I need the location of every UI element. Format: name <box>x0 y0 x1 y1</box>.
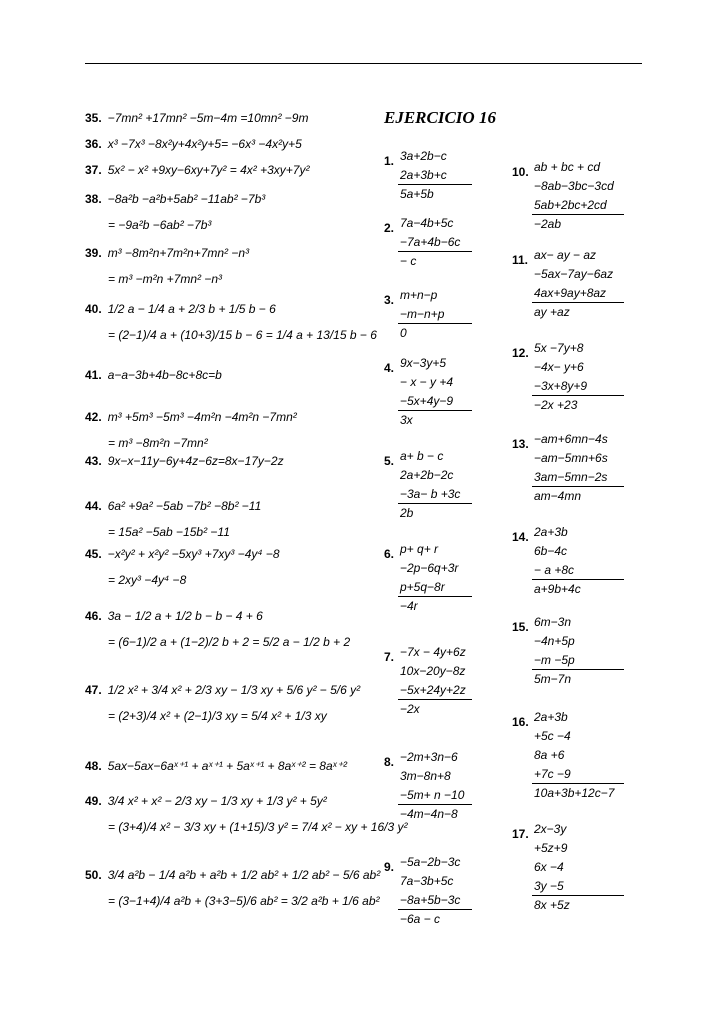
mid-problem-number: 2. <box>384 221 395 235</box>
problem-number: 50. <box>85 868 102 882</box>
left-problem-result <box>108 523 230 541</box>
mid-problem-number: 5. <box>384 454 395 468</box>
mid-problem-number: 6. <box>384 547 395 561</box>
expression: = (3+4)/4 x² − 3/3 xy + (1+15)/3 y² = 7/4 x² − xy + 16/3 y² <box>108 820 408 834</box>
left-problem-statement <box>85 135 302 153</box>
expression: 6a² +9a² −5ab −7b² −8b² −11 <box>107 499 262 513</box>
top-rule <box>85 63 642 64</box>
left-problem-result <box>108 571 186 589</box>
right-sum-term: ax− ay − az <box>534 248 597 262</box>
right-sum-term: 6x −4 <box>534 860 564 874</box>
right-sum-term: −4x− y+6 <box>534 360 584 374</box>
right-sum-term: +5c −4 <box>534 729 571 743</box>
right-sum-term: 2a+3b <box>534 710 568 724</box>
expression: = m³ −8m²n −7mn² <box>108 436 208 450</box>
expression: m³ +5m³ −5m³ −4m²n −4m²n −7mn² <box>107 410 297 424</box>
left-problem-result <box>108 892 380 910</box>
left-problem-statement <box>85 408 297 426</box>
left-problem-statement <box>85 366 222 384</box>
right-sum-term: 3y −5 <box>534 879 564 893</box>
mid-sum-result: −2x <box>400 702 420 716</box>
right-sum-term: −5ax−7ay−6az <box>534 267 614 281</box>
mid-sum-term: 2a+3b+c <box>400 168 447 182</box>
right-sum-term: 5ab+2bc+2cd <box>534 198 607 212</box>
mid-sum-result: −6a − c <box>400 912 441 926</box>
mid-sum-term: −5a−2b−3c <box>400 855 461 869</box>
right-problem-number: 10. <box>512 165 529 179</box>
expression: −7mn² +17mn² −5m−4m =10mn² −9m <box>107 111 309 125</box>
mid-sum-term: 10x−20y−8z <box>400 664 466 678</box>
problem-number: 36. <box>85 137 102 151</box>
right-sum-term: 5x −7y+8 <box>534 341 584 355</box>
left-problem-statement <box>85 607 263 625</box>
mid-sum-term: − x − y +4 <box>400 375 454 389</box>
right-sum-result: a+9b+4c <box>534 582 581 596</box>
problem-number: 48. <box>85 759 102 773</box>
mid-sum-term: −2p−6q+3r <box>400 561 459 575</box>
problem-number: 49. <box>85 794 102 808</box>
mid-sum-result: −4m−4n−8 <box>400 807 458 821</box>
right-problem-number: 16. <box>512 715 529 729</box>
right-sum-result: 5m−7n <box>534 672 572 686</box>
left-problem-statement <box>85 109 308 127</box>
mid-sum-term: −5x+4y−9 <box>400 394 454 408</box>
problem-number: 47. <box>85 683 102 697</box>
left-problem-statement <box>85 681 360 699</box>
right-sum-result: am−4mn <box>534 489 582 503</box>
mid-sum-term: a+ b − c <box>400 449 444 463</box>
problem-number: 42. <box>85 410 102 424</box>
mid-sum-term: 7a−4b+5c <box>400 216 454 230</box>
mid-sum-result: 3x <box>400 413 413 427</box>
mid-sum-term: p+5q−8r <box>400 580 445 594</box>
right-sum-term: −4n+5p <box>534 634 575 648</box>
problem-number: 45. <box>85 547 102 561</box>
mid-sum-term: 7a−3b+5c <box>400 874 454 888</box>
right-sum-term: 8a +6 <box>534 748 565 762</box>
expression: −8a²b −a²b+5ab² −11ab² −7b³ <box>107 192 266 206</box>
mid-sum-term: −7a+4b−6c <box>400 235 461 249</box>
mid-sum-term: −7x − 4y+6z <box>400 645 466 659</box>
expression: = −9a²b −6ab² −7b³ <box>108 218 212 232</box>
problem-number: 44. <box>85 499 102 513</box>
right-sum-term: ab + bc + cd <box>534 160 601 174</box>
mid-sum-result: − c <box>400 254 417 268</box>
mid-sum-term: −5x+24y+2z <box>400 683 466 697</box>
right-sum-term: 6b−4c <box>534 544 568 558</box>
right-sum-term: − a +8c <box>534 563 575 577</box>
left-problem-result <box>108 434 208 452</box>
expression: = 2xy³ −4y⁴ −8 <box>108 573 187 587</box>
mid-sum-result: 2b <box>400 506 414 520</box>
right-sum-result: ay +az <box>534 305 570 319</box>
right-sum-term: +7c −9 <box>534 767 571 781</box>
problem-number: 35. <box>85 111 102 125</box>
expression: = (2−1)/4 a + (10+3)/15 b − 6 = 1/4 a + 13/15 b − 6 <box>108 328 377 342</box>
sum-rule-line <box>398 323 472 324</box>
mid-problem-number: 1. <box>384 154 395 168</box>
mid-sum-term: −5m+ n −10 <box>400 788 465 802</box>
expression: 1/2 x² + 3/4 x² + 2/3 xy − 1/3 xy + 5/6 y² − 5/6 y² <box>107 683 361 697</box>
left-problem-result <box>108 326 377 344</box>
left-problem-statement <box>85 300 276 318</box>
expression: 3/4 x² + x² − 2/3 xy − 1/3 xy + 1/3 y² + 5y² <box>107 794 327 808</box>
mid-sum-term: 2a+2b−2c <box>400 468 454 482</box>
mid-sum-term: 3m−8n+8 <box>400 769 451 783</box>
mid-sum-term: m+n−p <box>400 288 438 302</box>
mid-sum-result: 0 <box>400 326 407 340</box>
mid-sum-term: −8a+5b−3c <box>400 893 461 907</box>
right-sum-term: −8ab−3bc−3cd <box>534 179 614 193</box>
expression: 5x² − x² +9xy−6xy+7y² = 4x² +3xy+7y² <box>107 163 310 177</box>
right-sum-term: −am+6mn−4s <box>534 432 608 446</box>
mid-problem-number: 4. <box>384 361 395 375</box>
left-problem-statement <box>85 497 261 515</box>
expression: a−a−3b+4b−8c+8c=b <box>107 368 222 382</box>
right-sum-term: 2a+3b <box>534 525 568 539</box>
left-problem-statement <box>85 244 249 262</box>
left-problem-statement <box>85 190 265 208</box>
exercise-heading: EJERCICIO 16 <box>384 108 496 127</box>
right-sum-term: −am−5mn+6s <box>534 451 608 465</box>
mid-problem-number: 9. <box>384 860 395 874</box>
right-sum-result: −2ab <box>534 217 562 231</box>
left-problem-statement <box>85 161 309 179</box>
right-sum-term: +5z+9 <box>534 841 568 855</box>
left-problem-result <box>108 216 211 234</box>
expression: x³ −7x³ −8x²y+4x²y+5= −6x³ −4x²y+5 <box>107 137 302 151</box>
expression: 3/4 a²b − 1/4 a²b + a²b + 1/2 ab² + 1/2 ab² − 5/6 ab² <box>107 868 381 882</box>
mid-problem-number: 3. <box>384 293 395 307</box>
expression: −x²y² + x²y² −5xy³ +7xy³ −4y⁴ −8 <box>107 547 280 561</box>
mid-sum-term: −3a− b +3c <box>400 487 461 501</box>
right-sum-term: 6m−3n <box>534 615 572 629</box>
left-problem-statement <box>85 757 347 775</box>
mid-problem-number: 7. <box>384 650 395 664</box>
right-sum-result: 8x +5z <box>534 898 570 912</box>
mid-sum-term: 3a+2b−c <box>400 149 447 163</box>
right-sum-term: 2x−3y <box>534 822 567 836</box>
right-sum-result: −2x +23 <box>534 398 578 412</box>
mid-problem-number: 8. <box>384 755 395 769</box>
expression: = m³ −m²n +7mn² −n³ <box>108 272 223 286</box>
expression: = 15a² −5ab −15b² −11 <box>108 525 230 539</box>
left-problem-result <box>108 818 407 836</box>
problem-number: 39. <box>85 246 102 260</box>
left-problem-result <box>108 270 222 288</box>
right-problem-number: 14. <box>512 530 529 544</box>
left-problem-statement <box>85 545 280 563</box>
left-problem-statement <box>85 792 327 810</box>
right-problem-number: 12. <box>512 346 529 360</box>
right-problem-number: 17. <box>512 827 529 841</box>
expression: = (3−1+4)/4 a²b + (3+3−5)/6 ab² = 3/2 a²b + 1/6 ab² <box>108 894 380 908</box>
expression: 5ax−5ax−6aˣ⁺¹ + aˣ⁺¹ + 5aˣ⁺¹ + 8aˣ⁺² = 8aˣ⁺² <box>107 759 348 773</box>
right-sum-term: 4ax+9ay+8az <box>534 286 607 300</box>
problem-number: 46. <box>85 609 102 623</box>
mid-sum-result: 5a+5b <box>400 187 434 201</box>
problem-number: 40. <box>85 302 102 316</box>
expression: = (6−1)/2 a + (1−2)/2 b + 2 = 5/2 a − 1/2 b + 2 <box>108 635 351 649</box>
right-problem-number: 13. <box>512 437 529 451</box>
expression: 1/2 a − 1/4 a + 2/3 b + 1/5 b − 6 <box>107 302 276 316</box>
problem-number: 43. <box>85 454 102 468</box>
problem-number: 37. <box>85 163 102 177</box>
right-sum-term: 3am−5mn−2s <box>534 470 608 484</box>
left-problem-statement <box>85 452 284 470</box>
mid-sum-result: −4r <box>400 599 418 613</box>
mid-sum-term: p+ q+ r <box>400 542 439 556</box>
mid-sum-term: 9x−3y+5 <box>400 356 447 370</box>
mid-sum-term: −m−n+p <box>400 307 445 321</box>
expression: 3a − 1/2 a + 1/2 b − b − 4 + 6 <box>107 609 263 623</box>
left-problem-result <box>108 633 350 651</box>
right-problem-number: 15. <box>512 620 529 634</box>
mid-sum-term: −2m+3n−6 <box>400 750 458 764</box>
expression: = (2+3)/4 x² + (2−1)/3 xy = 5/4 x² + 1/3 xy <box>108 709 327 723</box>
right-sum-term: −3x+8y+9 <box>534 379 588 393</box>
left-problem-result <box>108 707 327 725</box>
problem-number: 41. <box>85 368 102 382</box>
expression: 9x−x−11y−6y+4z−6z=8x−17y−2z <box>107 454 284 468</box>
expression: m³ −8m²n+7m²n+7mn² −n³ <box>107 246 250 260</box>
problem-number: 38. <box>85 192 102 206</box>
right-sum-term: −m −5p <box>534 653 575 667</box>
right-sum-result: 10a+3b+12c−7 <box>534 786 615 800</box>
left-problem-statement <box>85 866 380 884</box>
right-problem-number: 11. <box>512 253 529 267</box>
